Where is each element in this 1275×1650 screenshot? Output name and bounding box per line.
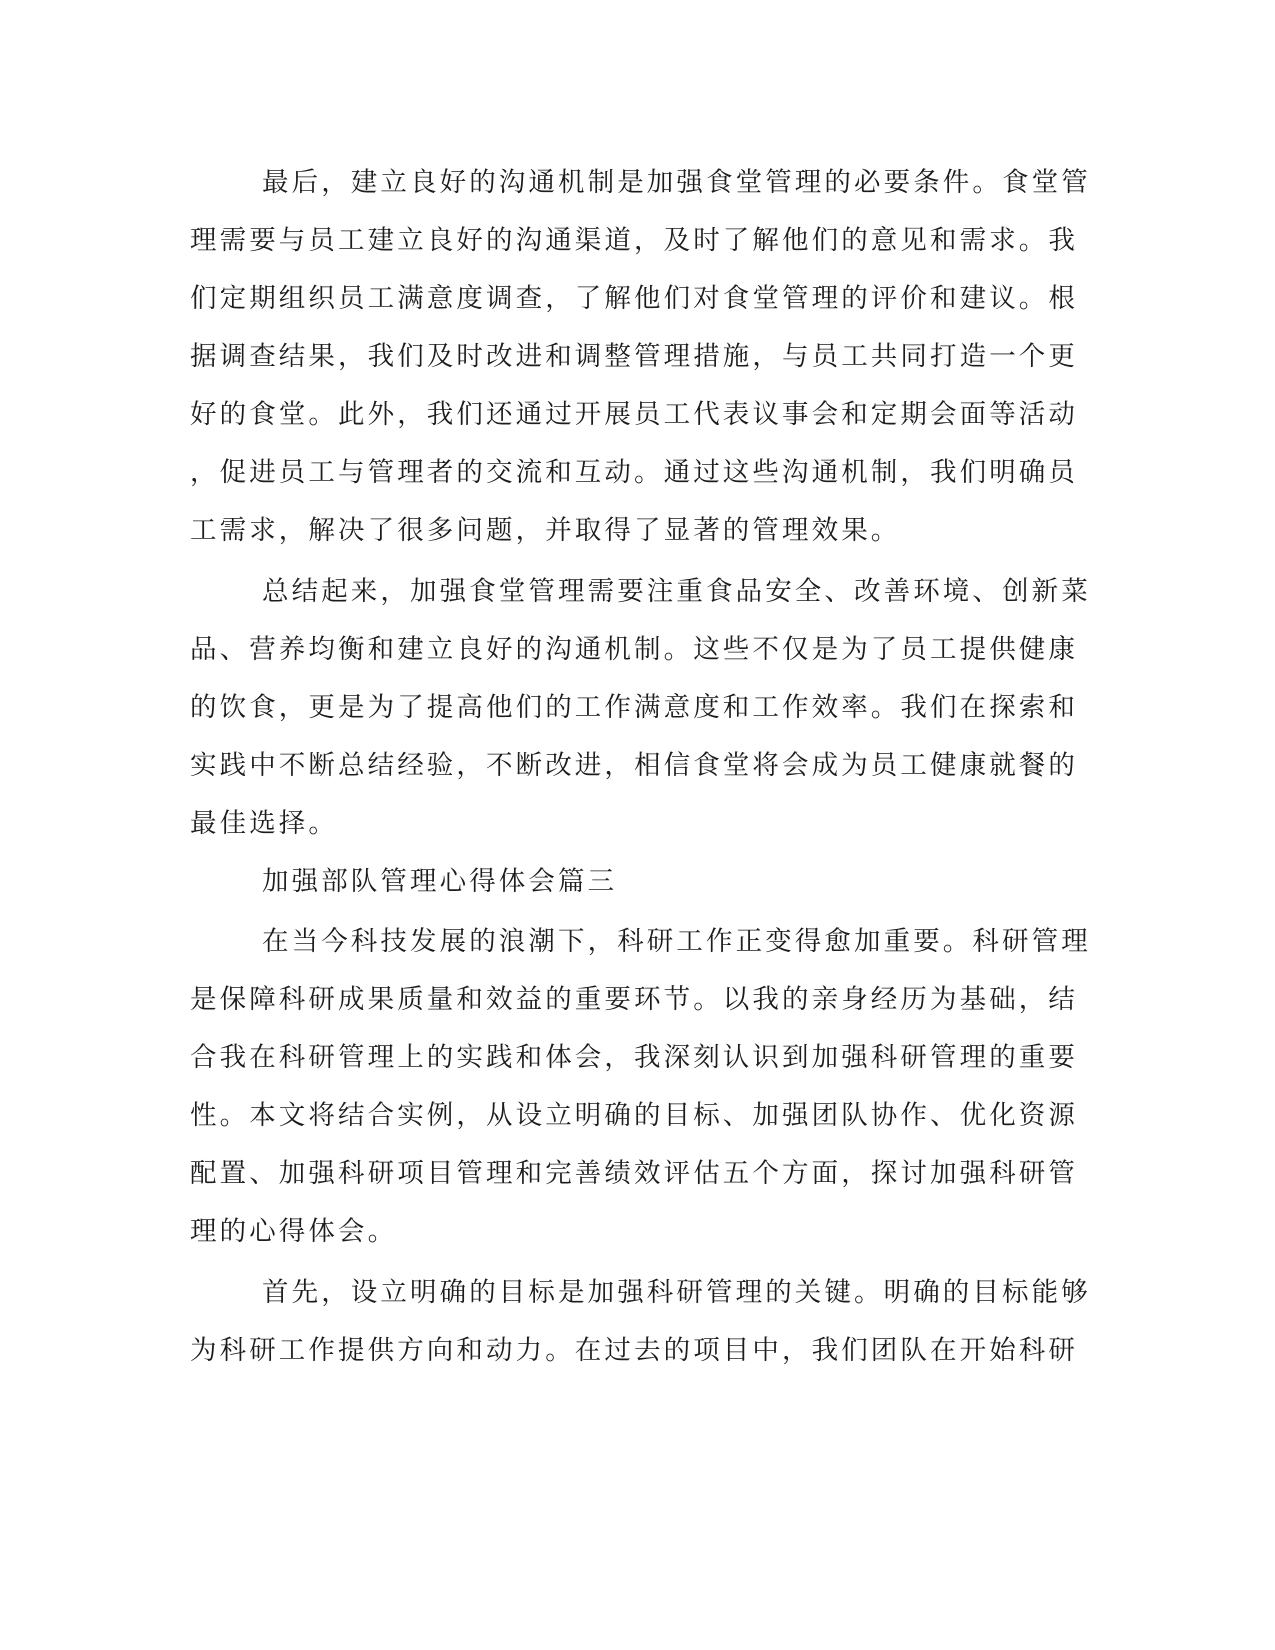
text-line: 最后，建立良好的沟通机制是加强食堂管理的必要条件。食堂管 [262,167,1091,198]
text-line: 实践中不断总结经验，不断改进，相信食堂将会成为员工健康就餐的 [190,750,1078,781]
text-line: 是保障科研成果质量和效益的重要环节。以我的亲身经历为基础，结 [190,984,1078,1015]
text-line: 好的食堂。此外，我们还通过开展员工代表议事会和定期会面等活动 [190,399,1078,430]
text-line: ，促进员工与管理者的交流和互动。通过这些沟通机制，我们明确员 [190,457,1078,488]
text-line: 总结起来，加强食堂管理需要注重食品安全、改善环境、创新菜 [262,576,1091,607]
text-line: 性。本文将结合实例，从设立明确的目标、加强团队协作、优化资源 [190,1100,1078,1131]
text-line: 们定期组织员工满意度调查，了解他们对食堂管理的评价和建议。根 [190,283,1078,314]
text-line: 为科研工作提供方向和动力。在过去的项目中，我们团队在开始科研 [190,1335,1078,1366]
section-heading: 加强部队管理心得体会篇三 [262,866,618,897]
text-line: 首先，设立明确的目标是加强科研管理的关键。明确的目标能够 [262,1277,1091,1308]
text-line: 在当今科技发展的浪潮下，科研工作正变得愈加重要。科研管理 [262,926,1091,957]
text-line: 据调查结果，我们及时改进和调整管理措施，与员工共同打造一个更 [190,341,1078,372]
text-line: 品、营养均衡和建立良好的沟通机制。这些不仅是为了员工提供健康 [190,634,1078,665]
text-line: 工需求，解决了很多问题，并取得了显著的管理效果。 [190,515,901,546]
text-line: 的饮食，更是为了提高他们的工作满意度和工作效率。我们在探索和 [190,692,1078,723]
text-line: 配置、加强科研项目管理和完善绩效评估五个方面，探讨加强科研管 [190,1158,1078,1189]
text-line: 合我在科研管理上的实践和体会，我深刻认识到加强科研管理的重要 [190,1042,1078,1073]
text-line: 理需要与员工建立良好的沟通渠道，及时了解他们的意见和需求。我 [190,225,1078,256]
text-line: 理的心得体会。 [190,1216,398,1247]
text-line: 最佳选择。 [190,808,338,839]
